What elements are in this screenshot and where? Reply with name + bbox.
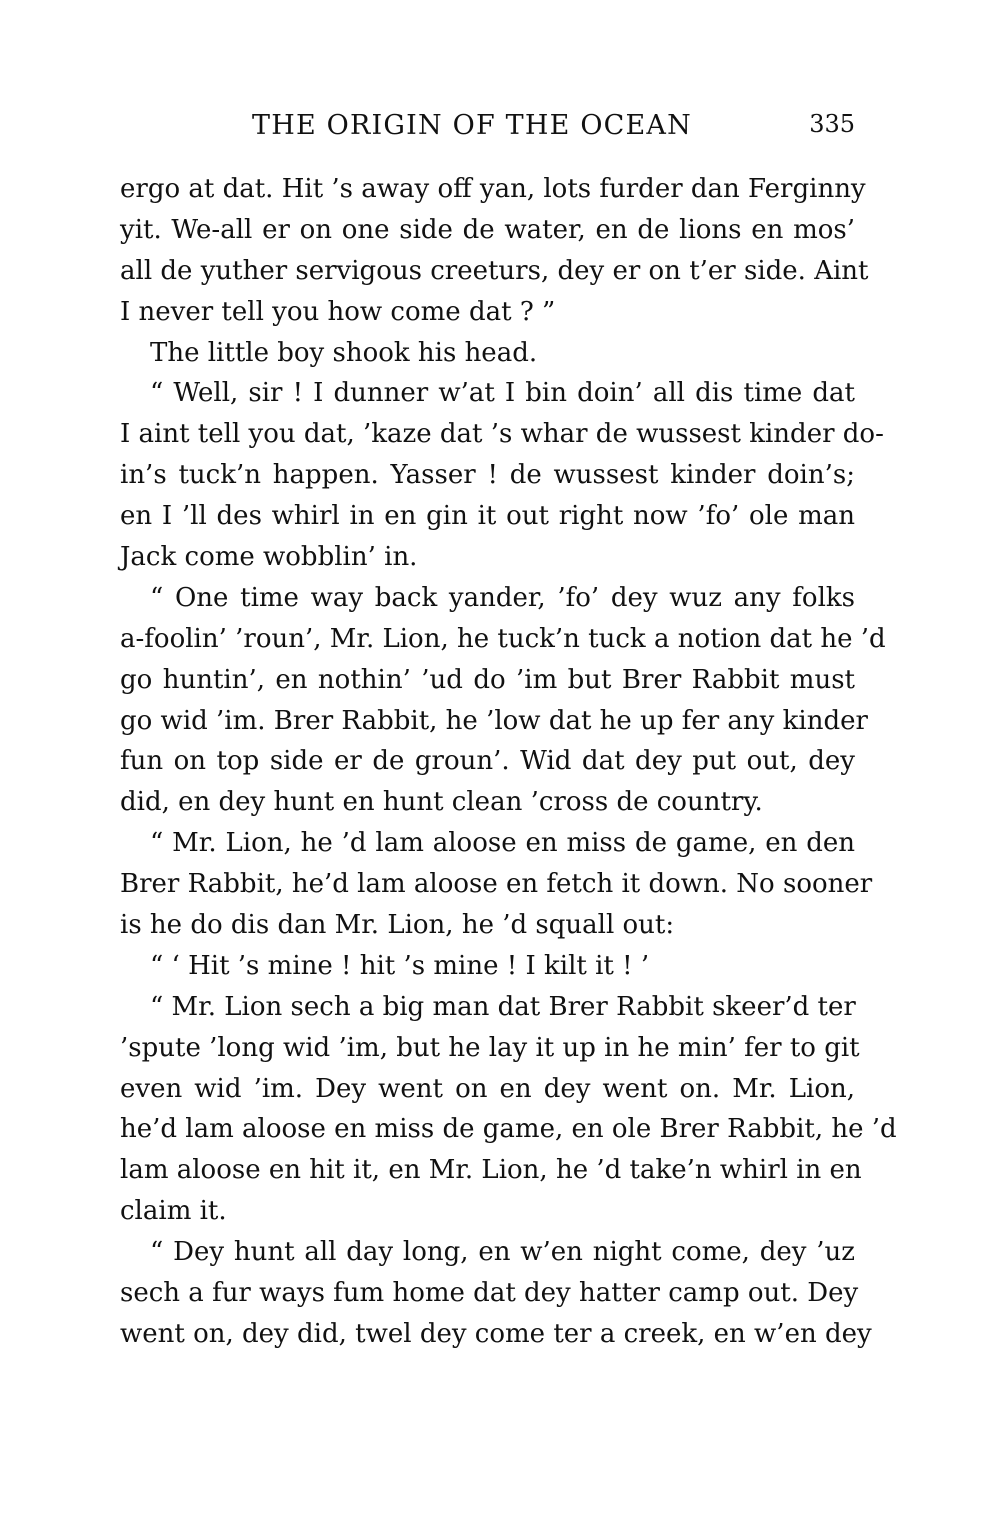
running-title: THE ORIGIN OF THE OCEAN bbox=[252, 110, 692, 141]
text-line: go wid ’im. Brer Rabbit, he ’low dat he up fer any kinder bbox=[120, 705, 868, 736]
text-line: yit. We-all er on one side de water, en de lions en mos’ bbox=[120, 214, 855, 245]
text-line: claim it. bbox=[120, 1196, 227, 1227]
text-line: went on, dey did, twel dey come ter a creek, en w’en dey bbox=[120, 1318, 872, 1349]
text-line: is he do dis dan Mr. Lion, he ’d squall out: bbox=[120, 910, 675, 941]
text-line: I aint tell you dat, ’kaze dat ’s whar de wussest kinder do- bbox=[120, 419, 884, 450]
text-line: he’d lam aloose en miss de game, en ole Brer Rabbit, he ’d bbox=[120, 1114, 897, 1145]
text-line: lam aloose en hit it, en Mr. Lion, he ’d take’n whirl in en bbox=[120, 1155, 862, 1186]
text-line: go huntin’, en nothin’ ’ud do ’im but Brer Rabbit must bbox=[120, 664, 855, 695]
text-line: “ Dey hunt all day long, en w’en night come, dey ’uz bbox=[150, 1237, 855, 1268]
text-line: even wid ’im. Dey went on en dey went on. Mr. Lion, bbox=[120, 1073, 855, 1104]
text-line: fun on top side er de groun’. Wid dat dey put out, dey bbox=[120, 746, 855, 777]
text-line: “ ‘ Hit ’s mine ! hit ’s mine ! I kilt it ! ’ bbox=[150, 950, 650, 981]
text-line: ergo at dat. Hit ’s away off yan, lots furder dan Ferginny bbox=[120, 174, 866, 204]
page-header bbox=[120, 110, 855, 146]
text-line: “ One time way back yander, ’fo’ dey wuz any folks bbox=[150, 582, 855, 613]
text-line: “ Mr. Lion sech a big man dat Brer Rabbit skeer’d ter bbox=[150, 991, 856, 1022]
text-line: “ Mr. Lion, he ’d lam aloose en miss de game, en den bbox=[150, 828, 855, 859]
text-line: The little boy shook his head. bbox=[150, 337, 538, 368]
text-line: Jack come wobblin’ in. bbox=[120, 542, 418, 573]
page-number: 335 bbox=[809, 110, 855, 138]
text-line: ’spute ’long wid ’im, but he lay it up in he min’ fer to git bbox=[120, 1032, 860, 1063]
text-line: all de yuther servigous creeturs, dey er on t’er side. Aint bbox=[120, 255, 869, 286]
text-line: I never tell you how come dat ? ” bbox=[120, 296, 556, 327]
text-line: Brer Rabbit, he’d lam aloose en fetch it down. No sooner bbox=[120, 869, 873, 900]
text-line: sech a fur ways fum home dat dey hatter camp out. Dey bbox=[120, 1278, 859, 1309]
text-line: in’s tuck’n happen. Yasser ! de wussest kinder doin’s; bbox=[120, 460, 855, 491]
text-line: en I ’ll des whirl in en gin it out right now ’fo’ ole man bbox=[120, 501, 855, 532]
text-line: “ Well, sir ! I dunner w’at I bin doin’ all dis time dat bbox=[150, 378, 855, 409]
text-line: did, en dey hunt en hunt clean ’cross de country. bbox=[120, 787, 763, 818]
body-text bbox=[120, 169, 897, 1355]
text-line: a-foolin’ ’roun’, Mr. Lion, he tuck’n tuck a notion dat he ’d bbox=[120, 623, 886, 654]
